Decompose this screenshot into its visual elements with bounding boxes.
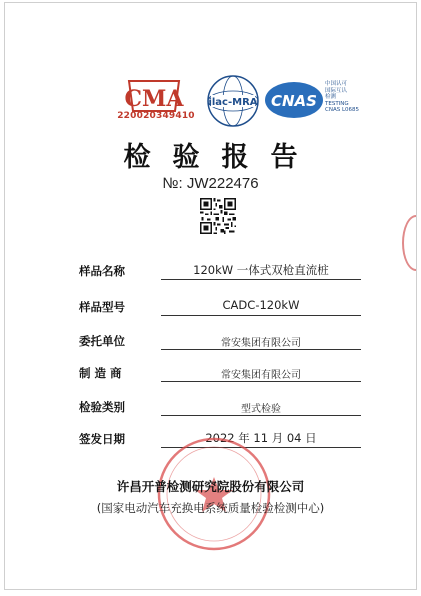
report-cover [4,2,417,590]
cnas-logo-icon [263,79,325,121]
field-label: 制 造 商 [79,366,122,380]
field-value: 2022 年 11 月 04 日 [205,431,317,445]
field-label: 签发日期 [79,432,125,446]
accreditation-logos [5,73,416,133]
cnas-line: 中国认可 [325,81,348,87]
underline [161,279,361,280]
field-value: 120kW 一体式双枪直流桩 [193,263,329,277]
field-value: 常安集团有限公司 [221,338,301,349]
field-sample-name [79,261,359,281]
cma-logo-text: CMA [124,86,184,112]
organization-subtitle: (国家电动汽车充换电系统质量检验检测中心) [96,501,325,515]
underline [161,315,361,316]
qr-code-icon [200,198,236,234]
field-value: 常安集团有限公司 [221,370,301,381]
underline [161,349,361,350]
organization-name: 许昌开普检测研究院股份有限公司 [116,479,305,494]
underline [161,415,361,416]
report-number: №: JW222476 [162,175,259,192]
cnas-logo-text: CNAS [271,92,317,110]
cnas-line: TESTING [325,100,349,107]
cma-number: 220020349410 [117,111,195,121]
field-client [79,331,359,351]
cnas-line: 检测 [325,94,337,101]
field-label: 样品型号 [79,300,125,314]
field-manufacturer [79,363,359,383]
field-test-type [79,397,359,417]
cnas-line: 国际互认 [325,87,348,94]
ilac-mra-logo-icon [205,73,261,129]
underline [161,381,361,382]
field-sample-model [79,297,359,317]
ilac-logo-text: ilac-MRA [208,97,258,108]
field-label: 委托单位 [79,334,125,348]
field-value: CADC-120kW [222,298,300,312]
cnas-accreditation-text [325,81,395,114]
report-title: 检验报告 [123,142,320,173]
field-value: 型式检验 [241,404,281,415]
partial-seal-edge [402,215,417,271]
field-label: 样品名称 [79,264,125,278]
cnas-line: CNAS L0685 [325,107,360,114]
field-label: 检验类别 [79,400,125,414]
